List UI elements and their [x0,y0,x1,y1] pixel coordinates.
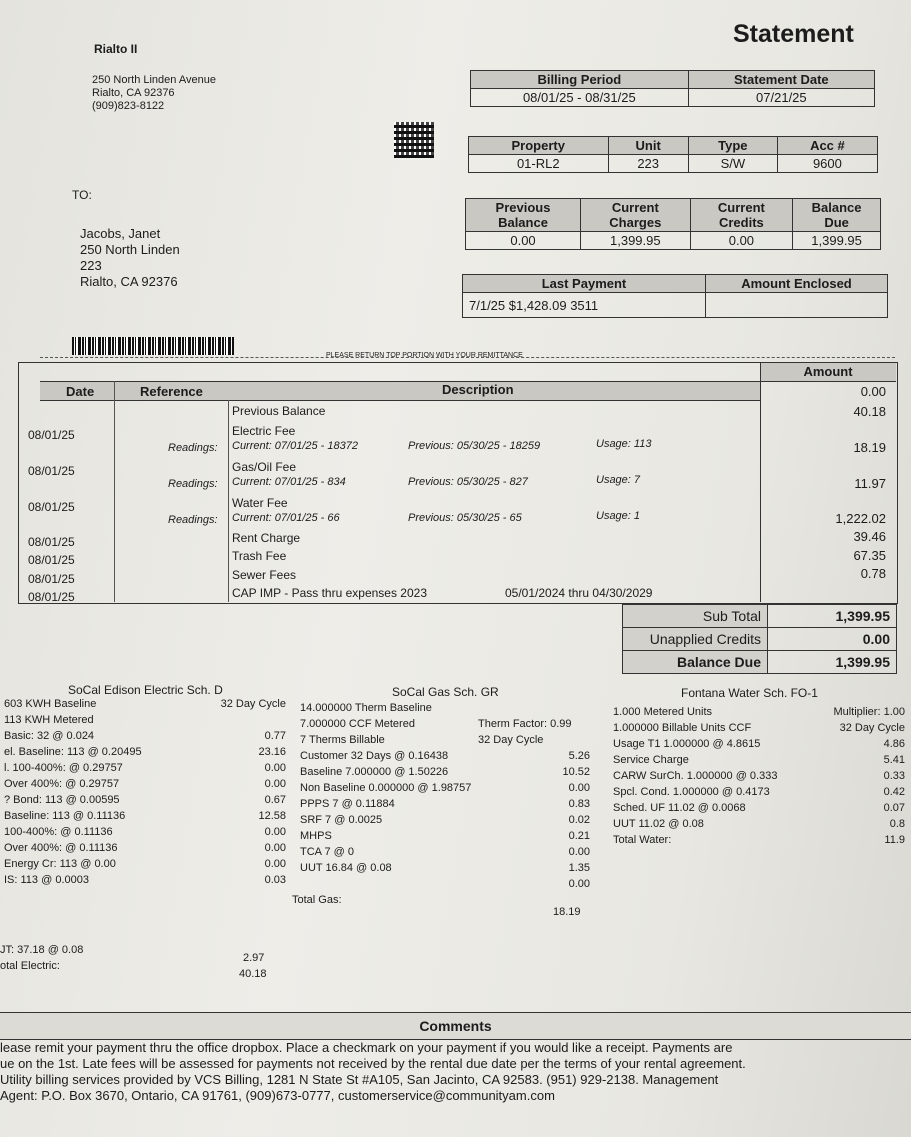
gas-line [300,732,590,748]
gas-line-label: TCA 7 @ 0 [300,846,354,858]
gas-line [300,796,590,812]
gas-line-label: 7 Therms Billable [300,734,385,746]
comment-line: Utility billing services provided by VCS Billing, 1281 N State St #A105, San Jacinto, CA 92583. (951) 929-2138. Management [0,1072,719,1087]
gas-line-note: 32 Day Cycle [478,734,544,746]
row-date: 08/01/25 [28,553,75,567]
row-description: Gas/Oil Fee [232,460,297,474]
water-title: Fontana Water Sch. FO-1 [681,686,818,700]
row-description: Sewer Fees [232,568,297,582]
water-line-label: Service Charge [613,754,689,766]
current-credits-header: Current Credits [690,199,793,232]
barcode-icon [72,337,234,355]
recipient-line: Jacobs, Janet [80,226,161,241]
comment-line: lease remit your payment thru the office dropbox. Place a checkmark on your payment if you would like a receipt. Payments are [0,1040,733,1055]
type-header: Type [688,137,777,155]
gas-line-value: 0.00 [568,782,590,794]
electric-line-value: 0.03 [264,874,286,886]
electric-line-value: 0.00 [264,778,286,790]
water-line-label: Usage T1 1.000000 @ 4.8615 [613,738,761,750]
gas-line [300,716,590,732]
row-usage: Usage: 1 [596,510,641,522]
date-divider [114,381,115,602]
row-amount: 1,222.02 [835,511,886,526]
property-table [468,136,878,173]
date-header: Date [66,384,95,399]
electric-line-value: 0.67 [264,794,286,806]
billing-period-table [470,70,875,107]
water-line-label: Total Water: [613,834,672,846]
water-line [613,704,905,720]
water-line-value: 32 Day Cycle [839,722,905,734]
electric-total-value: 40.18 [239,968,267,980]
previous-balance-header: Previous Balance [466,199,581,232]
water-line-label: Spcl. Cond. 1.000000 @ 0.4173 [613,786,770,798]
electric-line [4,760,286,776]
last-payment-value: 7/1/25 $1,428.09 3511 [463,293,706,318]
electric-line [4,776,286,792]
statement-date-value: 07/21/25 [688,89,874,107]
gas-line-value: 1.35 [568,862,590,874]
totals-table [622,604,897,674]
row-amount: 39.46 [853,529,886,544]
gas-line-label: 7.000000 CCF Metered [300,718,415,730]
electric-line [4,744,286,760]
water-line [613,784,905,800]
row-previous: Previous: 05/30/25 - 827 [408,476,528,488]
electric-line-value: 12.58 [258,810,286,822]
balance-due-header: Balance Due [793,199,881,232]
row-previous: 05/01/2024 thru 04/30/2029 [505,586,653,600]
water-line [613,720,905,736]
recipient-line: 223 [80,258,102,273]
amount-enclosed-header: Amount Enclosed [706,275,888,293]
comment-line: Agent: P.O. Box 3670, Ontario, CA 91761, (909)673-0777, customerservice@communityam.com [0,1088,555,1103]
gas-line-label: UUT 16.84 @ 0.08 [300,862,392,874]
water-line [613,736,905,752]
current-charges-header: Current Charges [581,199,691,232]
description-divider [228,400,229,602]
row-description: Rent Charge [232,531,301,545]
row-amount: 0.78 [860,566,886,581]
row-date: 08/01/25 [28,428,75,442]
row-amount: 67.35 [853,548,886,563]
electric-line-value: 32 Day Cycle [220,698,286,710]
gas-total-value: 18.19 [553,906,581,918]
electric-line-label: l. 100-400%: @ 0.29757 [4,762,123,774]
gas-line-label: SRF 7 @ 0.0025 [300,814,383,826]
gas-detail [300,700,590,892]
row-reference: Readings: [168,442,218,454]
amount-enclosed-field[interactable] [706,293,888,318]
gas-line [300,700,590,716]
water-line-label: 1.000000 Billable Units CCF [613,722,752,734]
row-description: CAP IMP - Pass thru expenses 2023 [232,586,427,600]
previous-balance-value: 0.00 [466,232,581,250]
comment-line: ue on the 1st. Late fees will be assessed for payments not received by the rental due date per the terms of your rental agreement. [0,1056,746,1071]
type-value: S/W [688,155,777,173]
gas-line [300,844,590,860]
recipient-line: 250 North Linden [80,242,180,257]
water-line-value: 0.8 [889,818,905,830]
row-previous: Previous: 05/30/25 - 18259 [408,440,541,452]
electric-line-label: Over 400%: @ 0.29757 [4,778,120,790]
detail-header-row [40,381,760,401]
gas-line-value: 10.52 [562,766,590,778]
sender-address-line: (909)823-8122 [92,100,165,112]
electric-line [4,792,286,808]
electric-line-value: 0.00 [264,762,286,774]
electric-uut-value: 2.97 [243,952,265,964]
gas-line-value: 0.00 [568,878,590,890]
gas-line-label: Non Baseline 0.000000 @ 1.98757 [300,782,472,794]
row-description: Water Fee [232,496,288,510]
gas-line-value: 0.83 [568,798,590,810]
balance-due-value: 1,399.95 [793,232,881,250]
electric-line-value: 0.00 [264,842,286,854]
unit-header: Unit [608,137,688,155]
sender-address-line: 250 North Linden Avenue [92,74,216,86]
electric-line [4,808,286,824]
electric-line [4,856,286,872]
water-line-label: Sched. UF 11.02 @ 0.0068 [613,802,746,814]
qr-code-icon [394,122,434,158]
row-usage: Usage: 113 [596,438,652,450]
row-usage: Usage: 7 [596,474,641,486]
water-line [613,800,905,816]
row-date: 08/01/25 [28,590,75,604]
row-amount: 18.19 [853,440,886,455]
gas-line [300,748,590,764]
description-header: Description [442,382,514,397]
recipient-line: Rialto, CA 92376 [80,274,178,289]
row-amount: 40.18 [853,404,886,419]
water-line-value: 0.33 [883,770,905,782]
electric-line [4,728,286,744]
electric-line [4,872,286,888]
water-line [613,752,905,768]
gas-total-label: Total Gas: [292,894,342,906]
water-line-label: CARW SurCh. 1.000000 @ 0.333 [613,770,778,782]
row-previous: Previous: 05/30/25 - 65 [408,512,522,524]
gas-line-label: Baseline 7.000000 @ 1.50226 [300,766,449,778]
gas-line [300,764,590,780]
electric-line-label: Over 400%: @ 0.11136 [4,842,118,854]
water-line-value: Multiplier: 1.00 [833,706,905,718]
sender-address-line: Rialto, CA 92376 [92,87,175,99]
electric-line [4,712,286,728]
row-description: Current: 07/01/25 - 834 [232,476,346,488]
row-reference: Readings: [168,514,218,526]
electric-line-value: 0.77 [264,730,286,742]
electric-title: SoCal Edison Electric Sch. D [68,683,223,697]
balance-due-label: Balance Due [623,651,768,674]
row-description: Electric Fee [232,424,296,438]
amount-header: Amount [760,363,896,382]
gas-line-label: MHPS [300,830,332,842]
electric-line-label: IS: 113 @ 0.0003 [4,874,89,886]
electric-line [4,824,286,840]
gas-line-note: Therm Factor: 0.99 [478,718,572,730]
gas-line-label: PPPS 7 @ 0.11884 [300,798,395,810]
row-amount: 11.97 [854,476,886,491]
electric-line-label: Baseline: 113 @ 0.11136 [4,810,126,822]
water-line-label: UUT 11.02 @ 0.08 [613,818,704,830]
statement-title: Statement [733,20,854,48]
gas-line [300,780,590,796]
balance-summary-table [465,198,881,250]
gas-line [300,828,590,844]
unit-value: 223 [608,155,688,173]
row-date: 08/01/25 [28,500,75,514]
property-value: 01-RL2 [469,155,609,173]
row-description: Current: 07/01/25 - 18372 [232,440,358,452]
gas-title: SoCal Gas Sch. GR [392,685,499,699]
electric-line-value: 23.16 [258,746,286,758]
comments-text [0,1040,911,1104]
water-line [613,816,905,832]
electric-line [4,696,286,712]
gas-line-label: 14.000000 Therm Baseline [300,702,432,714]
gas-line-value: 5.26 [568,750,590,762]
gas-line [300,876,590,892]
water-line-value: 5.41 [883,754,905,766]
subtotal-label: Sub Total [623,605,768,628]
subtotal-value: 1,399.95 [768,605,897,628]
row-date: 08/01/25 [28,535,75,549]
row-description: Trash Fee [232,549,287,563]
amount-divider [760,363,761,602]
water-line-value: 4.86 [883,738,905,750]
gas-line-value: 0.21 [568,830,590,842]
sender-name: Rialto II [94,42,138,56]
account-value: 9600 [777,155,877,173]
account-header: Acc # [777,137,877,155]
row-description: Current: 07/01/25 - 66 [232,512,340,524]
water-line-label: 1.000 Metered Units [613,706,713,718]
electric-line [4,840,286,856]
electric-line-label: el. Baseline: 113 @ 0.20495 [4,746,142,758]
billing-period-header: Billing Period [471,71,689,89]
last-payment-table [462,274,888,318]
to-label: TO: [72,188,92,202]
electric-line-label: ? Bond: 113 @ 0.00595 [4,794,120,806]
water-line-value: 0.07 [883,802,905,814]
remit-note: PLEASE RETURN TOP PORTION WITH YOUR REMITTANCE [326,352,523,359]
electric-line-value: 0.00 [264,826,286,838]
sender-address [92,74,216,113]
row-reference: Readings: [168,478,218,490]
balance-due-total: 1,399.95 [768,651,897,674]
unapplied-credits-label: Unapplied Credits [623,628,768,651]
electric-line-label: 113 KWH Metered [4,714,94,726]
row-description: Previous Balance [232,404,326,418]
water-line-value: 11.9 [884,834,905,846]
gas-line-value: 0.02 [568,814,590,826]
comments-header: Comments [0,1012,911,1040]
gas-line-label: Customer 32 Days @ 0.16438 [300,750,449,762]
electric-line-label: Energy Cr: 113 @ 0.00 [4,858,116,870]
recipient-address [80,226,180,290]
row-date: 08/01/25 [28,464,75,478]
current-charges-value: 1,399.95 [581,232,691,250]
electric-line-value: 0.00 [264,858,286,870]
row-date: 08/01/25 [28,572,75,586]
gas-line [300,812,590,828]
electric-detail [4,696,286,888]
water-line [613,768,905,784]
electric-line-label: 603 KWH Baseline [4,698,97,710]
water-line [613,832,905,848]
current-credits-value: 0.00 [690,232,793,250]
water-line-value: 0.42 [883,786,905,798]
electric-line-label: 100-400%: @ 0.11136 [4,826,113,838]
electric-line-label: Basic: 32 @ 0.024 [4,730,95,742]
electric-total-label: otal Electric: [0,960,60,972]
statement-date-header: Statement Date [688,71,874,89]
last-payment-header: Last Payment [463,275,706,293]
reference-header: Reference [140,384,203,399]
property-header: Property [469,137,609,155]
gas-line-value: 0.00 [568,846,590,858]
unapplied-credits-value: 0.00 [768,628,897,651]
water-detail [613,704,905,848]
billing-period-value: 08/01/25 - 08/31/25 [471,89,689,107]
electric-uut: JT: 37.18 @ 0.08 [0,944,84,956]
row-amount: 0.00 [860,384,886,399]
gas-line [300,860,590,876]
